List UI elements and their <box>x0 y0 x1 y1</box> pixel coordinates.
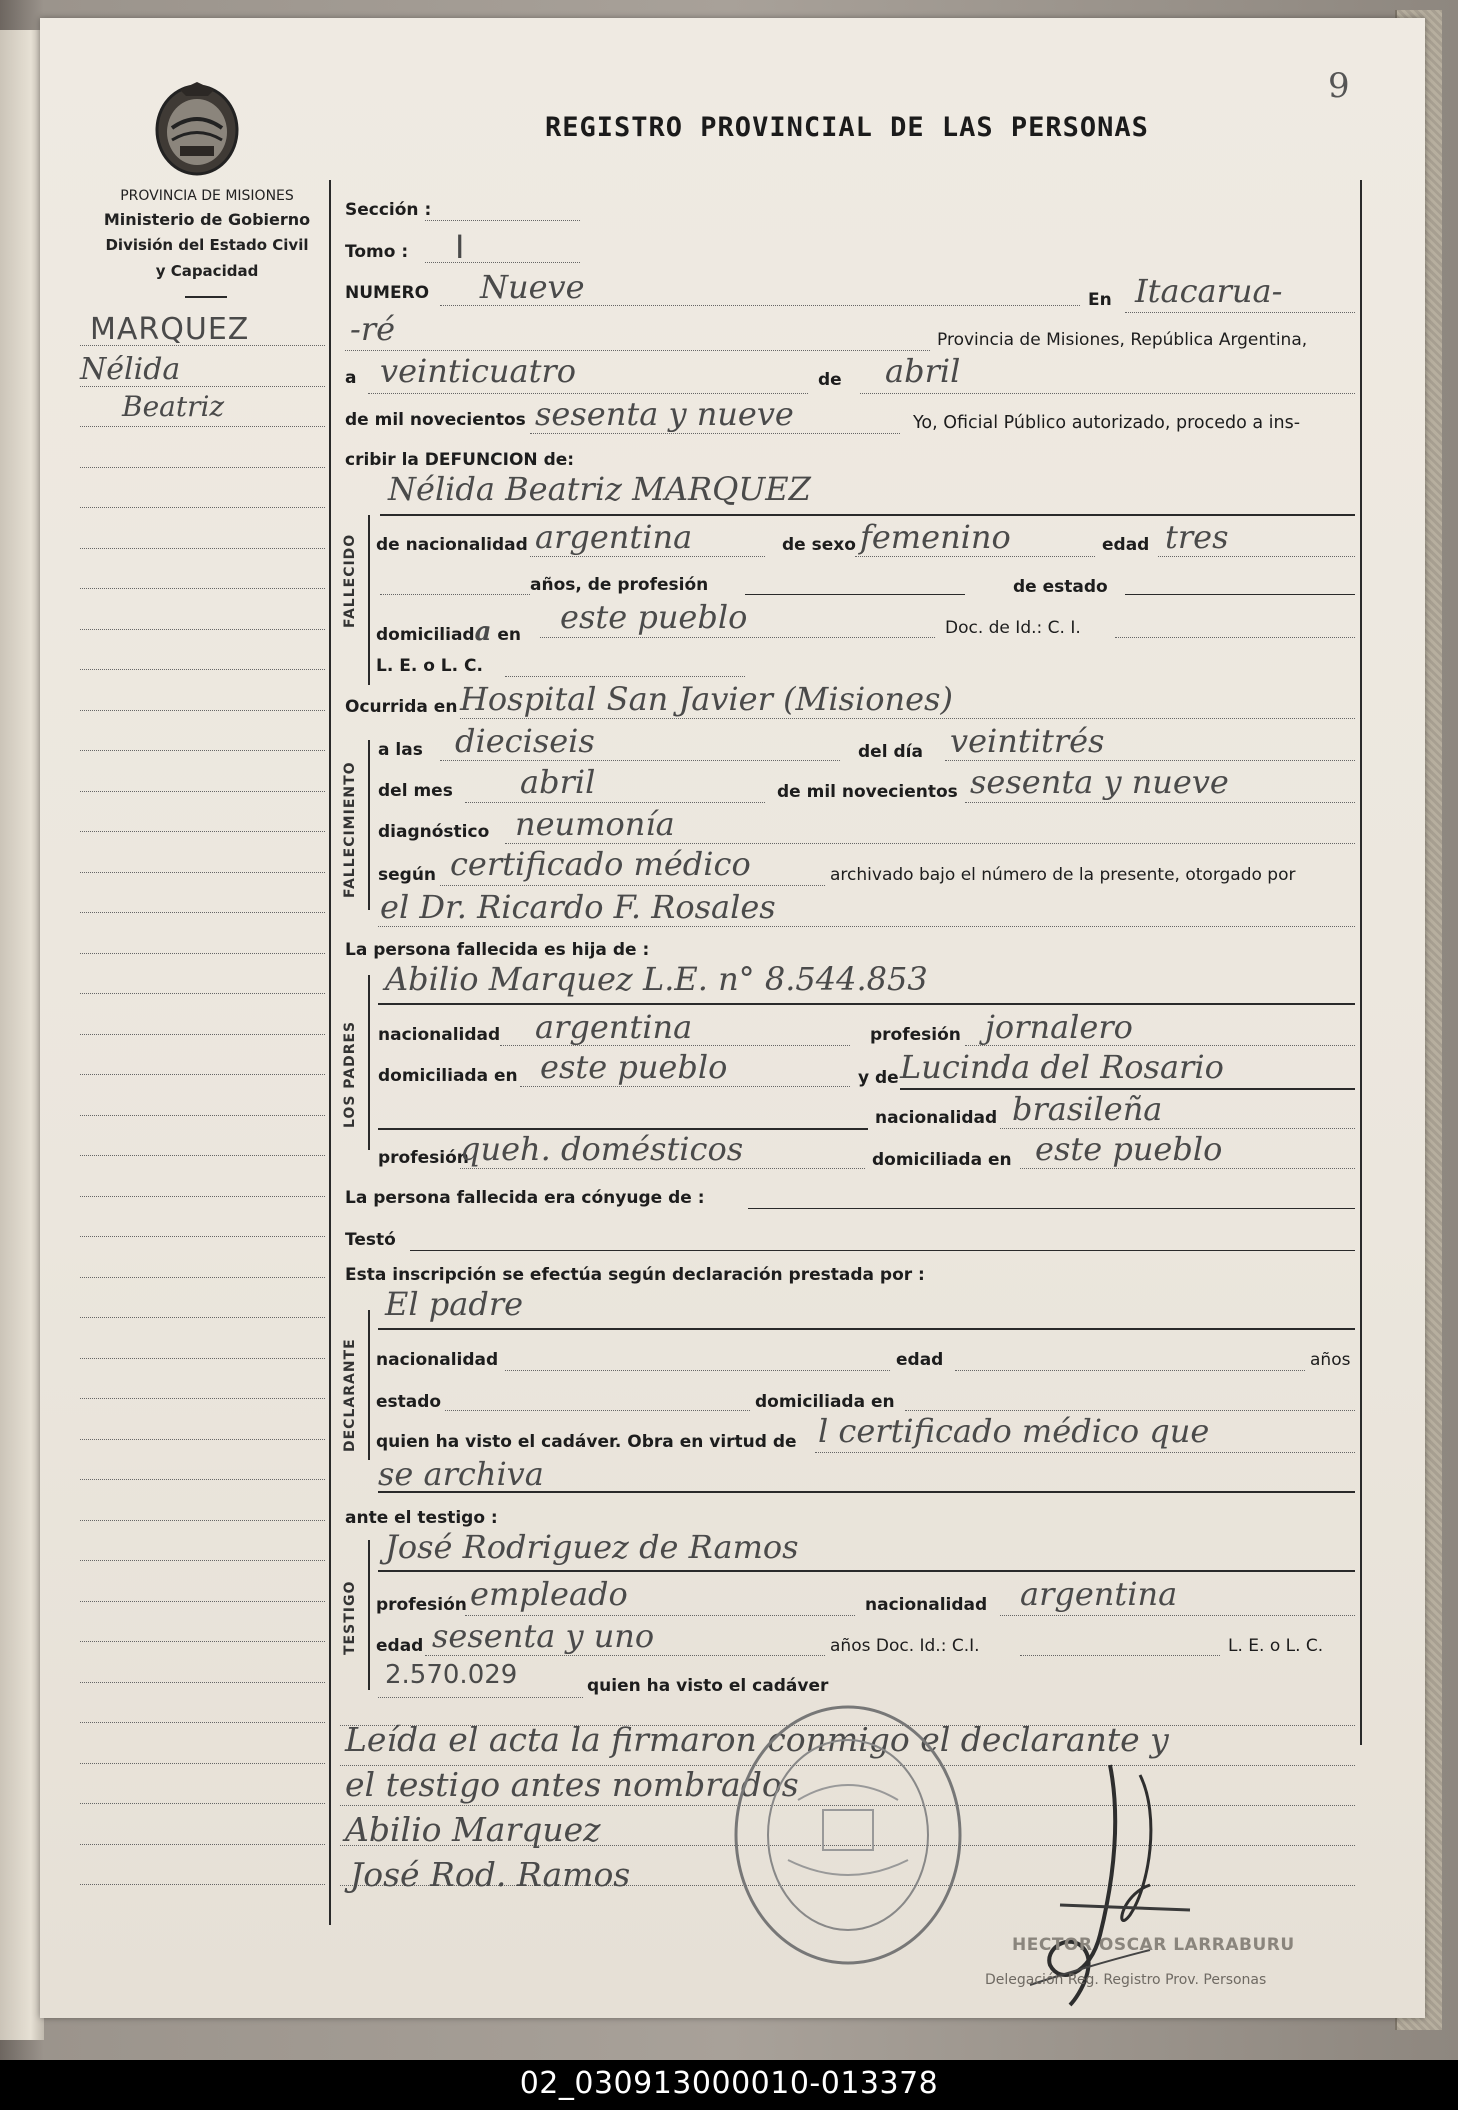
fallecido-nombre: Nélida Beatriz MARQUEZ <box>388 470 811 508</box>
madre-nombre: Lucinda del Rosario <box>900 1048 1224 1086</box>
declarante-nombre-line <box>378 1328 1355 1330</box>
medico-line <box>378 926 1355 927</box>
testigo-nacionalidad-label: nacionalidad <box>865 1595 988 1615</box>
fallecido-nacionalidad-line <box>530 556 765 557</box>
tomo-line <box>425 262 580 263</box>
padre-profesion-line <box>965 1045 1355 1046</box>
conyuge-label: La persona fallecida era cónyuge de : <box>345 1188 705 1208</box>
fallecimiento-bracket <box>368 740 370 910</box>
margin-rule <box>80 1236 325 1237</box>
stamp-name: HECTOR OSCAR LARRABURU <box>1012 1935 1295 1955</box>
margin-rule <box>80 872 325 873</box>
declarante-domiciliada-line <box>905 1410 1355 1411</box>
fallecido-profesion-line <box>745 594 965 595</box>
segun-line <box>440 885 825 886</box>
declarante-obra-line-2 <box>378 1491 1355 1493</box>
fallecido-sexo: femenino <box>860 518 1011 556</box>
declarante-intro-label: Esta inscripción se efectúa según declaración prestada por : <box>345 1265 925 1285</box>
margin-rule <box>80 1398 325 1399</box>
fallecido-domiciliado-label: domiciliada en <box>376 617 522 647</box>
numero-label: NUMERO <box>345 283 430 303</box>
mes-fallecimiento-line <box>465 802 765 803</box>
hija-label: La persona fallecida es hija de : <box>345 940 650 960</box>
margin-first-name: Nélida <box>80 352 181 387</box>
en-value-part2: -ré <box>350 310 396 348</box>
declarante-edad-line <box>955 1370 1305 1371</box>
madre-domiciliada-label: domiciliada en <box>872 1150 1012 1170</box>
fallecido-domicilio: este pueblo <box>560 598 748 636</box>
archivado-label: archivado bajo el número de la presente, otorgado por <box>830 865 1296 885</box>
margin-rule <box>80 1034 325 1035</box>
testigo-edad-line <box>425 1655 825 1656</box>
testigo-doc-line <box>1020 1655 1220 1656</box>
hora-line <box>440 760 840 761</box>
padre-nacionalidad-line <box>500 1045 850 1046</box>
column-divider-left <box>329 180 331 1925</box>
en-label: En <box>1088 290 1112 310</box>
conyuge-line <box>748 1208 1355 1209</box>
anio-value: sesenta y nueve <box>535 395 794 433</box>
padre-nombre-line <box>378 1003 1355 1005</box>
dia-line <box>368 393 808 394</box>
margin-rule <box>80 1884 325 1885</box>
fallecido-nacionalidad: argentina <box>535 518 693 556</box>
madre-domicilio: este pueblo <box>1035 1130 1223 1168</box>
padre-domicilio-line <box>520 1086 850 1087</box>
fallecido-edad-label: edad <box>1102 535 1150 555</box>
declarante-edad-label: edad <box>896 1350 944 1370</box>
declarante-nacionalidad-line <box>505 1370 890 1371</box>
signature-testigo: José Rod. Ramos <box>350 1855 631 1894</box>
closing-line1: Leída el acta la firmaron conmigo el declarante y <box>345 1720 1169 1759</box>
padres-bracket <box>368 975 370 1150</box>
margin-rule <box>80 1439 325 1440</box>
section-label-padres: LOS PADRES <box>342 1020 358 1128</box>
testo-label: Testó <box>345 1230 396 1250</box>
margin-rule <box>80 1155 325 1156</box>
padre-profesion-label: profesión <box>870 1025 961 1045</box>
fallecido-edad: tres <box>1165 518 1229 556</box>
margin-rule <box>80 953 325 954</box>
mil-label: de mil novecientos <box>345 410 526 430</box>
declarante-domiciliada-label: domiciliada en <box>755 1392 895 1412</box>
fallecido-sexo-label: de sexo <box>782 535 856 555</box>
fallecido-anios-label: años, de profesión <box>530 575 709 595</box>
mes-line <box>860 393 1355 394</box>
madre-nacionalidad-line <box>1000 1128 1355 1129</box>
declarante-anios-label: años <box>1310 1350 1351 1370</box>
ocurrida-label: Ocurrida en <box>345 697 458 717</box>
margin-rule <box>80 1722 325 1723</box>
fallecido-le-label: L. E. o L. C. <box>376 656 483 676</box>
margin-rule <box>80 750 325 751</box>
dia-fallecimiento: veintitrés <box>950 722 1105 760</box>
a-las-label: a las <box>378 740 423 760</box>
seccion-label: Sección : <box>345 200 432 220</box>
fallecido-estado-label: de estado <box>1013 577 1108 597</box>
madre-profesion-label: profesión <box>378 1148 469 1168</box>
anio-fallecimiento: sesenta y nueve <box>970 763 1229 801</box>
y-de-label: y de <box>858 1068 899 1088</box>
margin-rule <box>80 669 325 670</box>
org-province: PROVINCIA DE MISIONES <box>120 188 294 204</box>
diagnostico-label: diagnóstico <box>378 822 490 842</box>
margin-rule <box>80 1479 325 1480</box>
a-label: a <box>345 368 357 388</box>
testigo-profesion: empleado <box>470 1575 628 1613</box>
madre-nacionalidad-label: nacionalidad <box>875 1108 998 1128</box>
madre-domicilio-line <box>1020 1168 1355 1169</box>
testigo-le-label: L. E. o L. C. <box>1228 1636 1324 1656</box>
declarante-nacionalidad-label: nacionalidad <box>376 1350 499 1370</box>
margin-surname: MARQUEZ <box>90 312 250 347</box>
margin-rule <box>80 1641 325 1642</box>
margin-rule <box>80 1803 325 1804</box>
declarante-bracket <box>368 1310 370 1460</box>
de-label: de <box>818 370 842 390</box>
fallecido-bracket <box>368 515 370 685</box>
official-seal-icon <box>728 1700 968 1970</box>
header-divider <box>185 296 227 298</box>
testigo-nombre: José Rodriguez de Ramos <box>385 1528 799 1566</box>
margin-rule <box>80 993 325 994</box>
org-ministry: Ministerio de Gobierno <box>103 210 311 229</box>
testigo-bracket <box>368 1540 370 1690</box>
testo-line <box>410 1250 1355 1251</box>
margin-rule <box>80 831 325 832</box>
medico-value: el Dr. Ricardo F. Rosales <box>380 888 776 926</box>
testigo-nacionalidad-line <box>1000 1615 1355 1616</box>
declarante-cadaver-label: quien ha visto el cadáver. Obra en virtud de <box>376 1432 797 1452</box>
margin-rule <box>80 507 325 508</box>
testigo-ante-label: ante el testigo : <box>345 1508 498 1528</box>
margin-rule <box>80 588 325 589</box>
padre-nombre: Abilio Marquez L.E. n° 8.544.853 <box>385 960 928 998</box>
dia-value: veinticuatro <box>380 352 576 390</box>
declarante-obra-line2: se archiva <box>378 1455 544 1493</box>
testigo-nombre-line <box>378 1570 1355 1572</box>
oficial-label: Yo, Oficial Público autorizado, procedo a ins- <box>913 413 1301 433</box>
closing-line2: el testigo antes nombrados <box>345 1765 799 1804</box>
en-value-part1: Itacarua- <box>1135 272 1283 310</box>
fallecido-estado-line <box>1125 594 1355 595</box>
margin-rule <box>80 1844 325 1845</box>
testigo-profesion-label: profesión <box>376 1595 467 1615</box>
padre-domiciliada-label: domiciliada en <box>378 1066 518 1086</box>
margin-rule <box>80 1358 325 1359</box>
column-divider-right <box>1360 180 1362 1745</box>
mes-value: abril <box>885 352 961 390</box>
margin-rule <box>80 1763 325 1764</box>
org-division: División del Estado Civil <box>105 236 309 254</box>
testigo-anios-doc-label: años Doc. Id.: C.I. <box>830 1636 980 1656</box>
margin-rule <box>80 1074 325 1075</box>
section-label-declarante: DECLARANTE <box>342 1338 358 1452</box>
margin-rule <box>80 1317 325 1318</box>
declarante-obra-line1: l certificado médico que <box>818 1412 1210 1450</box>
dia-fallecimiento-line <box>945 760 1355 761</box>
margin-rule <box>80 1115 325 1116</box>
testigo-edad-label: edad <box>376 1636 424 1656</box>
del-dia-label: del día <box>858 742 923 762</box>
provincial-coat-of-arms-icon <box>150 80 245 180</box>
testigo-profesion-line <box>465 1615 855 1616</box>
padre-nacionalidad: argentina <box>535 1008 693 1046</box>
tomo-value: I <box>455 228 465 266</box>
declarante-obra-line <box>815 1452 1355 1453</box>
page-title: REGISTRO PROVINCIAL DE LAS PERSONAS <box>545 112 1149 143</box>
mes-fallecimiento: abril <box>520 763 596 801</box>
section-label-testigo: TESTIGO <box>342 1580 358 1655</box>
numero-line <box>440 305 1080 306</box>
margin-rule <box>80 710 325 711</box>
org-capacity: y Capacidad <box>155 262 259 280</box>
fallecido-domicilio-line <box>540 637 935 638</box>
madre-profesion-line <box>460 1168 865 1169</box>
fallecimiento-mil-label: de mil novecientos <box>777 782 958 802</box>
section-label-fallecimiento: FALLECIMIENTO <box>342 761 358 898</box>
testigo-edad: sesenta y uno <box>432 1617 655 1655</box>
page-number: 9 <box>1328 66 1350 106</box>
fallecido-anios-line <box>380 594 530 595</box>
diagnostico-value: neumonía <box>515 805 675 843</box>
segun-value: certificado médico <box>450 845 751 883</box>
margin-rule <box>80 1682 325 1683</box>
margin-second-name: Beatriz <box>122 390 225 423</box>
provincia-label: Provincia de Misiones, República Argentina, <box>937 330 1308 350</box>
document-code: 02_030913000010-013378 <box>519 2066 939 2101</box>
margin-rule <box>80 548 325 549</box>
padre-nacionalidad-label: nacionalidad <box>378 1025 501 1045</box>
fallecido-edad-line <box>1158 556 1355 557</box>
margin-rule <box>80 629 325 630</box>
ocurrida-lugar: Hospital San Javier (Misiones) <box>460 680 953 718</box>
padre-profesion: jornalero <box>985 1008 1133 1046</box>
diagnostico-line <box>505 843 1355 844</box>
ocurrida-line <box>460 718 1355 719</box>
margin-rule <box>80 1196 325 1197</box>
fallecido-doc-label: Doc. de Id.: C. I. <box>945 618 1081 638</box>
en-line <box>1125 312 1355 313</box>
madre-profesion: queh. domésticos <box>460 1130 744 1168</box>
stamp-office: Delegación Reg. Registro Prov. Personas <box>985 1972 1267 1988</box>
declarante-estado-label: estado <box>376 1392 442 1412</box>
margin-rule <box>80 426 325 427</box>
testigo-documento: 2.570.029 <box>385 1660 518 1690</box>
inscribir-label: cribir la DEFUNCION de: <box>345 450 575 470</box>
numero-value: Nueve <box>480 268 585 306</box>
en-line-2 <box>345 350 930 351</box>
padre-domicilio: este pueblo <box>540 1048 728 1086</box>
margin-rule <box>80 1601 325 1602</box>
anio-line <box>530 433 900 434</box>
madre-nacionalidad: brasileña <box>1012 1090 1163 1128</box>
tomo-label: Tomo : <box>345 242 409 262</box>
margin-rule <box>80 467 325 468</box>
testigo-documento-line <box>378 1697 583 1698</box>
margin-rule <box>80 791 325 792</box>
fallecido-nacionalidad-label: de nacionalidad <box>376 535 528 555</box>
margin-rule <box>80 1520 325 1521</box>
del-mes-label: del mes <box>378 781 453 801</box>
hora-value: dieciseis <box>455 722 595 760</box>
testigo-nacionalidad: argentina <box>1020 1575 1178 1613</box>
declarante-estado-line <box>445 1410 750 1411</box>
fallecido-doc-line <box>1115 637 1355 638</box>
margin-rule <box>80 1277 325 1278</box>
signature-declarante: Abilio Marquez <box>345 1810 601 1849</box>
anio-fallecimiento-line <box>965 802 1355 803</box>
fallecido-le-line <box>505 676 745 677</box>
margin-rule <box>80 912 325 913</box>
fallecido-nombre-line <box>380 514 1355 516</box>
fallecido-sexo-line <box>855 556 1095 557</box>
previous-page-edge <box>0 30 44 2040</box>
testigo-cadaver-label: quien ha visto el cadáver <box>587 1676 829 1696</box>
declarante-nombre: El padre <box>385 1285 524 1323</box>
segun-label: según <box>378 865 437 885</box>
margin-rule <box>80 1560 325 1561</box>
seccion-line <box>425 220 580 221</box>
section-label-fallecido: FALLECIDO <box>342 533 358 628</box>
